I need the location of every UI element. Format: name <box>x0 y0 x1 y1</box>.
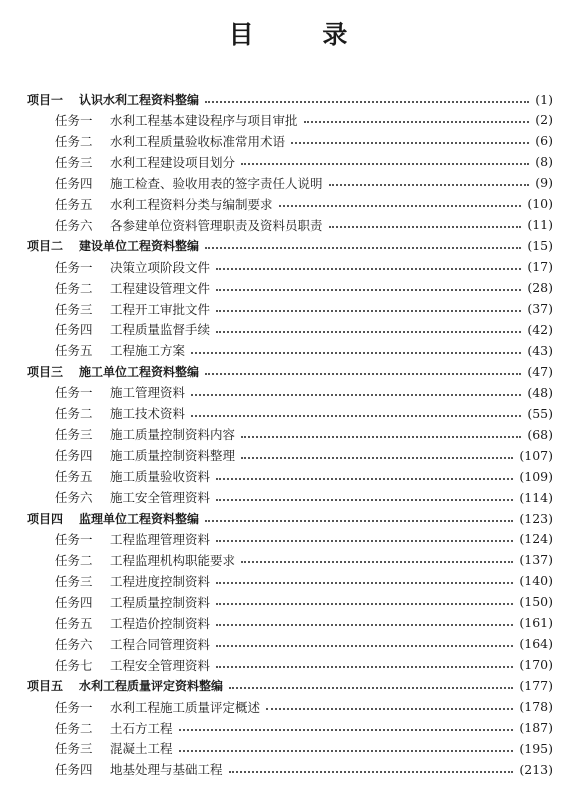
page-number: (107) <box>519 447 553 463</box>
toc-task-entry <box>55 551 553 569</box>
task-title: 地基处理与基础工程 <box>110 762 223 778</box>
page-number: (37) <box>527 301 553 316</box>
page-number: (55) <box>527 405 553 421</box>
page-number: (48) <box>527 384 553 400</box>
toc-section-entry <box>27 237 553 255</box>
page-number: (109) <box>519 468 553 484</box>
task-number: 任务五 <box>55 196 93 212</box>
toc-task-entry <box>55 132 553 150</box>
toc-task-entry <box>55 719 553 737</box>
task-title: 工程质量控制资料 <box>110 594 211 610</box>
dot-leader <box>329 183 530 186</box>
task-title: 各参建单位资料管理职责及资料员职责 <box>110 217 323 233</box>
page-number: (123) <box>519 510 553 526</box>
page-number: (28) <box>527 280 553 296</box>
section-number: 项目四 <box>27 511 64 526</box>
toc-section-entry <box>27 90 553 108</box>
task-title: 工程合同管理资料 <box>110 636 211 652</box>
page-number: (15) <box>527 238 553 254</box>
toc-section-entry <box>27 509 553 527</box>
page-number: (213) <box>519 761 553 777</box>
toc-task-entry <box>55 258 553 276</box>
dot-leader <box>216 581 513 584</box>
task-number: 任务六 <box>55 636 93 652</box>
toc-task-entry <box>55 111 553 129</box>
toc-task-entry <box>55 153 553 171</box>
task-title: 工程安全管理资料 <box>110 657 211 673</box>
page-number: (137) <box>519 552 553 568</box>
task-number: 任务四 <box>55 594 93 610</box>
dot-leader <box>205 246 521 249</box>
task-number: 任务五 <box>55 615 93 631</box>
task-title: 水利工程质量验收标准常用术语 <box>110 133 286 149</box>
dot-leader <box>179 728 514 731</box>
task-number: 任务五 <box>55 343 93 359</box>
toc-task-entry <box>55 341 553 359</box>
page-number: (68) <box>527 426 553 442</box>
dot-leader <box>216 288 521 291</box>
toc-task-entry <box>55 279 553 297</box>
page-number: (43) <box>527 342 553 358</box>
page-title: 目 录 <box>228 20 378 49</box>
dot-leader <box>216 309 521 312</box>
page-number: (124) <box>519 531 553 547</box>
page-number: (42) <box>527 321 553 337</box>
dot-leader <box>291 141 529 144</box>
task-number: 任务六 <box>55 217 93 233</box>
dot-leader <box>241 435 521 438</box>
dot-leader <box>329 225 522 228</box>
toc-task-entry <box>55 320 553 338</box>
page-number: (150) <box>519 594 553 610</box>
section-title: 监理单位工程资料整编 <box>79 511 200 526</box>
section-number: 项目五 <box>27 679 64 694</box>
dot-leader <box>266 707 513 710</box>
page-number: (17) <box>527 259 553 275</box>
page-number: (8) <box>535 154 553 170</box>
task-title: 混凝土工程 <box>110 741 173 757</box>
task-number: 任务二 <box>55 133 93 149</box>
dot-leader <box>205 372 521 375</box>
toc-task-entry <box>55 488 553 506</box>
page-number: (9) <box>535 175 553 191</box>
task-title: 工程开工审批文件 <box>110 301 211 317</box>
task-number: 任务一 <box>55 531 93 547</box>
task-title: 工程监理管理资料 <box>110 531 211 547</box>
dot-leader <box>216 498 513 501</box>
dot-leader <box>191 351 521 354</box>
task-title: 施工检查、验收用表的签字责任人说明 <box>110 175 323 191</box>
task-number: 任务二 <box>55 720 93 736</box>
task-title: 工程施工方案 <box>110 343 186 359</box>
dot-leader <box>191 393 521 396</box>
task-title: 施工管理资料 <box>110 385 186 401</box>
dot-leader <box>216 623 513 626</box>
section-title: 建设单位工程资料整编 <box>79 239 200 254</box>
task-number: 任务二 <box>55 406 93 422</box>
dot-leader <box>191 414 521 417</box>
task-number: 任务四 <box>55 762 93 778</box>
toc-task-entry <box>55 174 553 192</box>
task-number: 任务六 <box>55 490 93 506</box>
dot-leader <box>216 267 521 270</box>
dot-leader <box>205 100 529 103</box>
toc-task-entry <box>55 698 553 716</box>
toc-task-entry <box>55 739 553 757</box>
dot-leader <box>216 330 521 333</box>
task-number: 任务三 <box>55 154 93 170</box>
toc-task-entry <box>55 572 553 590</box>
dot-leader <box>205 519 513 522</box>
task-number: 任务二 <box>55 280 93 296</box>
section-title: 认识水利工程资料整编 <box>79 92 200 107</box>
toc-task-entry <box>55 656 553 674</box>
task-number: 任务一 <box>55 385 93 401</box>
toc-task-entry <box>55 216 553 234</box>
task-number: 任务一 <box>55 112 93 128</box>
task-title: 施工质量控制资料整理 <box>110 448 236 464</box>
page-number: (170) <box>519 657 553 673</box>
task-number: 任务四 <box>55 322 93 338</box>
task-title: 工程造价控制资料 <box>110 615 211 631</box>
toc-task-entry <box>55 530 553 548</box>
task-title: 土石方工程 <box>110 720 173 736</box>
toc-task-entry <box>55 467 553 485</box>
dot-leader <box>229 686 513 689</box>
page-number: (11) <box>527 217 553 233</box>
dot-leader <box>179 749 514 752</box>
task-title: 施工技术资料 <box>110 406 186 422</box>
section-title: 水利工程质量评定资料整编 <box>79 679 224 694</box>
toc-task-entry <box>55 446 553 464</box>
toc-task-entry <box>55 760 553 778</box>
task-number: 任务一 <box>55 699 93 715</box>
task-title: 施工安全管理资料 <box>110 490 211 506</box>
dot-leader <box>241 560 513 563</box>
section-number: 项目三 <box>27 364 64 379</box>
page-number: (114) <box>519 489 553 505</box>
toc-section-entry <box>27 677 553 695</box>
toc-task-entry <box>55 383 553 401</box>
task-number: 任务四 <box>55 448 93 464</box>
task-number: 任务三 <box>55 427 93 443</box>
page-number: (178) <box>519 699 553 715</box>
toc-section-entry <box>27 362 553 380</box>
page-number: (164) <box>519 636 553 652</box>
dot-leader <box>216 539 513 542</box>
page-number: (10) <box>527 196 553 212</box>
task-title: 工程进度控制资料 <box>110 573 211 589</box>
dot-leader <box>216 665 513 668</box>
task-title: 水利工程施工质量评定概述 <box>110 699 261 715</box>
toc-task-entry <box>55 635 553 653</box>
task-title: 水利工程资料分类与编制要求 <box>110 196 273 212</box>
page-number: (140) <box>519 573 553 589</box>
task-number: 任务七 <box>55 657 93 673</box>
task-number: 任务一 <box>55 259 93 275</box>
task-title: 水利工程基本建设程序与项目审批 <box>110 112 298 128</box>
toc-task-entry <box>55 300 553 318</box>
page-number: (177) <box>519 678 553 694</box>
task-number: 任务五 <box>55 469 93 485</box>
page-number: (187) <box>519 720 553 735</box>
page-number: (2) <box>535 112 553 128</box>
dot-leader <box>216 644 513 647</box>
task-number: 任务二 <box>55 552 93 568</box>
toc-task-entry <box>55 593 553 611</box>
page-number: (6) <box>535 133 553 149</box>
page-number: (195) <box>519 740 553 756</box>
page-number: (161) <box>519 615 553 631</box>
section-number: 项目一 <box>27 92 64 107</box>
dot-leader <box>241 456 513 459</box>
dot-leader <box>216 477 513 480</box>
page-number: (1) <box>535 91 553 107</box>
dot-leader <box>279 204 522 207</box>
task-title: 施工质量控制资料内容 <box>110 427 236 443</box>
dot-leader <box>241 162 529 165</box>
task-number: 任务三 <box>55 301 93 317</box>
task-number: 任务三 <box>55 741 93 757</box>
dot-leader <box>229 770 514 773</box>
task-title: 工程质量监督手续 <box>110 322 211 338</box>
toc-task-entry <box>55 195 553 213</box>
task-title: 决策立项阶段文件 <box>110 259 211 275</box>
section-title: 施工单位工程资料整编 <box>79 364 200 379</box>
toc-task-entry <box>55 614 553 632</box>
task-title: 水利工程建设项目划分 <box>110 154 236 170</box>
task-title: 施工质量验收资料 <box>110 469 211 485</box>
toc-task-entry <box>55 425 553 443</box>
section-number: 项目二 <box>27 239 64 254</box>
toc-task-entry <box>55 404 553 422</box>
task-number: 任务四 <box>55 175 93 191</box>
page-number: (47) <box>527 363 553 379</box>
task-title: 工程监理机构职能要求 <box>110 552 236 568</box>
dot-leader <box>304 120 530 123</box>
dot-leader <box>216 602 513 605</box>
task-title: 工程建设管理文件 <box>110 280 211 296</box>
task-number: 任务三 <box>55 573 93 589</box>
